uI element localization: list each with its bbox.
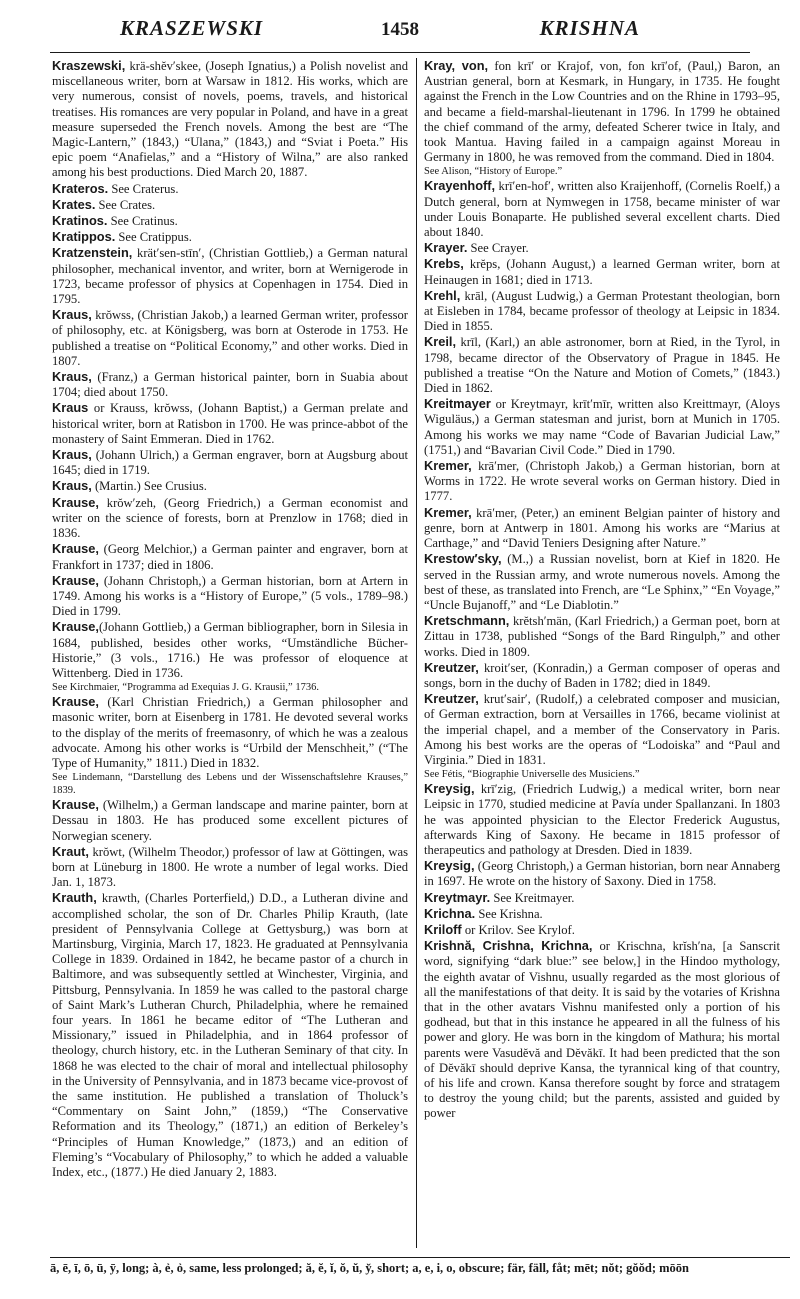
entry-text: or Kreytmayr, krīt′mīr, written also Kreittmayr, (Aloys Wiguläus,) a German statesman and jurist, born at Munich in 1705. Among his works we may name “Code of Bavarian Judicial Law,” (1751,) and “Bavarian Civil Code.” Died in 1790. bbox=[424, 397, 780, 457]
reference-note: See Fétis, “Biographie Universelle des Musiciens.” bbox=[424, 769, 640, 781]
dictionary-entry bbox=[424, 288, 780, 335]
entry-text: krŏw′zeh, (Georg Friedrich,) a German economist and writer on the science of forests, born at Prenzlow in 1768; died in 1836. bbox=[52, 495, 408, 541]
entry-text: (Karl Christian Friedrich,) a German philosopher and masonic writer, born at Eisenberg in 1781. He devoted several works to the display of the merits of freemasonry, of which he was a zealous advocate. Among his other works is “Urbild der Menschheit,” (“The Type of Humanity,” 1811.) Died in 1832. bbox=[52, 695, 408, 770]
entry-headword: Kreutzer, bbox=[424, 691, 479, 707]
entry-text: krīl, (Karl,) an able astronomer, born at Ried, in the Tyrol, in 1798, became director of the Observatory of Prague in 1845. He published a treatise “On the Nature and Motion of Comets,” (1843.) Died in 1862. bbox=[424, 335, 780, 396]
entry-text: See Kreitmayer. bbox=[490, 890, 575, 905]
entry-text: krŏwt, (Wilhelm Theodor,) professor of law at Göttingen, was born at Lüneburg in 1800. He wrote a number of legal works. Died Jan. 1, 1873. bbox=[52, 844, 408, 890]
entry-text: See Crates. bbox=[95, 197, 156, 212]
dictionary-entry bbox=[424, 660, 780, 691]
entry-text: krāl, (August Ludwig,) a German Protestant theologian, born at Eisleben in 1784, became professor of theology at Leipsic in 1834. Died in 1855. bbox=[424, 288, 780, 334]
dictionary-entry bbox=[424, 613, 780, 660]
entry-headword: Krichna. bbox=[424, 905, 476, 921]
dictionary-entry bbox=[424, 691, 780, 768]
dictionary-entry bbox=[424, 505, 780, 552]
entry-headword: Kretschmann, bbox=[424, 613, 510, 629]
entry-headword: Krayenhoff, bbox=[424, 178, 496, 194]
entry-text: (Johann Ulrich,) a German engraver, born at Augsburg about 1645; died in 1719. bbox=[52, 448, 408, 478]
entry-headword: Kremer, bbox=[424, 458, 472, 474]
entry-headword: Krebs, bbox=[424, 256, 464, 272]
entry-headword: Krause, bbox=[52, 619, 99, 635]
entry-headword: Kreysig, bbox=[424, 858, 475, 874]
dictionary-entry bbox=[424, 858, 780, 889]
dictionary-entry bbox=[424, 890, 780, 906]
entry-headword: Kraus, bbox=[52, 478, 92, 494]
entry-headword: Kreutzer, bbox=[424, 659, 479, 675]
entry-text: See Cratippus. bbox=[115, 230, 192, 245]
page-header bbox=[50, 10, 750, 53]
entry-text: See Crayer. bbox=[467, 241, 529, 256]
entry-headword: Krause, bbox=[52, 797, 99, 813]
entry-text: (Johann Christoph,) a German historian, born at Artern in 1749. Among his works is a “History of Europe,” (5 vols., 1789–98.) Died in 1799. bbox=[52, 573, 408, 619]
running-head-left: KRASZEWSKI bbox=[120, 16, 264, 40]
entry-headword: Kraus, bbox=[52, 307, 92, 323]
dictionary-entry bbox=[52, 400, 408, 447]
dictionary-entry bbox=[52, 797, 408, 844]
entry-text: krät′sen-stīn′, (Christian Gottlieb,) a German natural philosopher, mechanical inventor, and writer, born at Wernigerode in 1723, became professor of physics at Copenhagen in 1754. Died in 1795. bbox=[52, 246, 408, 307]
dictionary-entry bbox=[52, 197, 408, 213]
entry-headword: Kreil, bbox=[424, 334, 457, 350]
dictionary-entry bbox=[52, 541, 408, 572]
entry-headword: Krishnă, Crishna, Krichna, bbox=[424, 938, 593, 954]
dictionary-entry bbox=[52, 181, 408, 197]
dictionary-entry bbox=[52, 478, 408, 494]
entry-headword: Kratzenstein, bbox=[52, 245, 133, 261]
entry-headword: Kreitmayer bbox=[424, 396, 491, 412]
entry-text: (Georg Christoph,) a German historian, born near Annaberg in 1697. He wrote on the history of Saxony. Died in 1758. bbox=[424, 859, 780, 889]
entry-headword: Kraut, bbox=[52, 843, 89, 859]
dictionary-entry bbox=[52, 245, 408, 307]
entry-text: krŏwss, (Christian Jakob,) a learned German writer, professor of philosophy, etc. at Königsberg, was born at Osterode in 1753. He published a treatise on “Political Economy,” and other works. Died in 1807. bbox=[52, 308, 408, 368]
entry-headword: Krestow′sky, bbox=[424, 551, 502, 567]
reference-note: See Kirchmaier, “Programma ad Exequias J. G. Krausii,” 1736. bbox=[52, 682, 319, 694]
entry-headword: Kreysig, bbox=[424, 781, 475, 797]
dictionary-entry bbox=[52, 307, 408, 369]
entry-text: krĕtsh′män, (Karl Friedrich,) a German poet, born at Zittau in 1738, published “Songs of the Bard Ringulph,” and other works. Died in 1809. bbox=[424, 614, 780, 659]
entry-headword: Kriloff bbox=[424, 921, 462, 937]
entry-text: (Wilhelm,) a German landscape and marine painter, born at Dessau in 1803. He has produced some excellent pictures of Norwegian scenery. bbox=[52, 798, 408, 843]
entry-text: krut′sair′, (Rudolf,) a celebrated composer and musician, of German extraction, born at Versailles in 1766, became violinist at the imperial chapel, and a member of the Conservatory in Paris. Among his best works are the operas of “Lodoiska” and “Paul and Virginia.” Died in 1831. bbox=[424, 692, 780, 767]
dictionary-entry bbox=[52, 213, 408, 229]
entry-headword: Kray, von, bbox=[424, 58, 489, 73]
entry-headword: Kraus, bbox=[52, 369, 92, 385]
entry-headword: Krause, bbox=[52, 494, 99, 510]
dictionary-entry bbox=[424, 906, 780, 922]
dictionary-columns bbox=[52, 58, 790, 1253]
reference-note: See Alison, “History of Europe.” bbox=[424, 166, 563, 178]
entry-headword: Krehl, bbox=[424, 287, 461, 303]
entry-headword: Krauth, bbox=[52, 890, 97, 906]
dictionary-entry bbox=[52, 229, 408, 245]
entry-text: krī′en-hof′, written also Kraijenhoff, (Cornelis Roelf,) a Dutch general, born at Nymwegen in 1758, became minister of war under Louis Bonaparte. He published several excellent charts. Died about 1840. bbox=[424, 179, 780, 240]
entry-headword: Krause, bbox=[52, 694, 99, 710]
dictionary-entry bbox=[424, 240, 780, 256]
entry-headword: Kreytmayr. bbox=[424, 889, 491, 905]
entry-text: (Georg Melchior,) a German painter and engraver, born at Frankfort in 1737; died in 1806. bbox=[52, 542, 408, 572]
right-column bbox=[424, 58, 780, 1253]
entry-headword: Kraus, bbox=[52, 447, 92, 463]
entry-text: or Krauss, krŏwss, (Johann Baptist,) a German prelate and historical writer, born at Ratisbon in 1700. He was prince-abbot of the monastery of Saint Emmeran. Died in 1762. bbox=[52, 401, 408, 446]
entry-text: krā′mer, (Peter,) an eminent Belgian painter of history and genre, born at Antwerp in 1801. Among his works are “Marius at Carthage,” and “David Teniers Designing after Nature.” bbox=[424, 505, 780, 551]
entry-text: krī′zig, (Friedrich Ludwig,) a medical writer, born near Leipsic in 1770, studied medicine at Pavía under Spallanzani. In 1803 he was appointed physician to the Elector Frederick Augustus, afterwards King of Saxony. He became in 1815 professor of therapeutics and pathology at Dresden. Died in 1839. bbox=[424, 782, 780, 857]
entry-headword: Krayer. bbox=[424, 240, 468, 256]
dictionary-entry bbox=[424, 256, 780, 287]
entry-headword: Kratinos. bbox=[52, 213, 108, 229]
dictionary-entry bbox=[52, 694, 408, 771]
dictionary-entry bbox=[52, 890, 408, 1180]
entry-text: krä-shĕv′skee, (Joseph Ignatius,) a Polish novelist and miscellaneous writer, born at Warsaw in 1812. His works, which are very numerous, consist of novels, poems, travels, and historical treatises. His romances are very popular in Poland, and have in a great measure superseded the French novels. Among the best are “The Magic-Lantern,” (1843,) “Ulana,” (1843,) and “Sviat i Poeta.” His epic poem “Anafielas,” and a “History of Wilna,” are also ranked among his best productions. Died March 20, 1887. bbox=[52, 59, 408, 180]
entry-text: (Johann Gottlieb,) a German bibliographer, born in Silesia in 1684, published, besides other works, “Umständliche Bücher-Historie,” (3 vols., 1716.) He was professor of eloquence at Wittenberg. Died in 1736. bbox=[52, 620, 408, 680]
entry-text: (M.,) a Russian novelist, born at Kief in 1820. He served in the Russian army, and wrote numerous novels. Among the best of these, as translated into French, are “Le Sphinx,” “En Voyage,” “Uncle Bujanoff,” and “Le Diablotin.” bbox=[424, 552, 780, 612]
left-column bbox=[52, 58, 408, 1253]
column-divider bbox=[416, 58, 417, 1248]
entry-headword: Kraszewski, bbox=[52, 58, 126, 73]
dictionary-entry bbox=[424, 334, 780, 396]
entry-text: krā′mer, (Christoph Jakob,) a German historian, born at Worms in 1722. He wrote several works on German history. Died in 1777. bbox=[424, 459, 780, 504]
dictionary-entry bbox=[52, 495, 408, 542]
dictionary-entry bbox=[424, 781, 780, 858]
dictionary-entry bbox=[52, 844, 408, 891]
dictionary-entry bbox=[424, 551, 780, 613]
entry-text: krĕps, (Johann August,) a learned German writer, born at Heinaugen in 1681; died in 1713. bbox=[424, 257, 780, 287]
dictionary-entry bbox=[424, 922, 780, 938]
dictionary-entry bbox=[52, 58, 408, 181]
dictionary-entry bbox=[52, 573, 408, 620]
pronunciation-key: ā, ē, ī, ō, ū, ȳ, long; à, ẻ, ỏ, same, less prolonged; ă, ĕ, ĭ, ŏ, ŭ, y̆, short; a, e, i, o, obscure; fär, fäll, fåt; mēt; nŏt; gŏŏd; mōōn bbox=[50, 1257, 790, 1283]
entry-text: (Martin.) See Crusius. bbox=[91, 479, 207, 494]
entry-headword: Kremer, bbox=[424, 504, 472, 520]
entry-headword: Krause, bbox=[52, 541, 99, 557]
entry-headword: Krause, bbox=[52, 572, 99, 588]
dictionary-entry bbox=[52, 369, 408, 400]
dictionary-entry bbox=[424, 458, 780, 505]
entry-text: See Krishna. bbox=[475, 906, 543, 921]
entry-text: fon krī′ or Krajof, von, fon krī′of, (Paul,) Baron, an Austrian general, born at Kesmark, in Hungary, in 1735. He fought against the French in the Low Countries and on the Rhine in 1793–95, and became a field-marshal-lieutenant in 1796. In 1799 he obtained the chief command of the army, defeated Scherer twice in Italy, and took Mantua. Having failed in a campaign against Moreau in Germany in 1800, he was removed from the command. Died in 1804. bbox=[424, 59, 780, 165]
entry-headword: Kraus bbox=[52, 400, 89, 416]
entry-text: See Craterus. bbox=[108, 181, 179, 196]
dictionary-entry bbox=[52, 447, 408, 478]
entry-text: kroit′ser, (Konradin,) a German composer of operas and songs, born in the duchy of Baden in 1782; died in 1849. bbox=[424, 660, 780, 690]
dictionary-entry bbox=[424, 178, 780, 240]
entry-headword: Krates. bbox=[52, 196, 96, 212]
entry-text: or Krilov. See Krylof. bbox=[461, 922, 575, 937]
entry-text: (Franz,) a German historical painter, born in Suabia about 1704; died about 1750. bbox=[52, 370, 408, 400]
running-head-right: KRISHNA bbox=[539, 16, 640, 40]
page-number: 1458 bbox=[381, 19, 419, 40]
dictionary-entry bbox=[424, 938, 780, 1121]
entry-headword: Kratippos. bbox=[52, 229, 116, 245]
dictionary-entry bbox=[52, 619, 408, 681]
entry-text: krawth, (Charles Porterfield,) D.D., a Lutheran divine and accomplished scholar, the son of Dr. Charles Philip Krauth, (late president of Pennsylvania College at Gettysburg,) was born at Martinsburg, Virginia, March 17, 1823. He graduated at Pennsylvania College in 1839. Ordained in 1842, he became pastor of a church in Baltimore, and was subsequently settled at Winchester, Virginia, and Pittsburg, Pennsylvania. In 1859 he was called to the pastoral charge of Saint Mark’s Lutheran Church, Philadelphia, where he remained four years. In 1861 he became editor of “The Lutheran and Missionary,” issued in Philadelphia, and in 1864 professor of theology, church history, etc. in the Lutheran Seminary of that city. In 1868 he was elected to the chair of moral and intellectual philosophy in the University of Pennsylvania, and in 1873 became vice-provost of the same institution. He published a translation of Tholuck’s “Commentary on Saint John,” (1859,) “The Conservative Reformation and its Theology,” (1871,) an edition of Berkeley’s “Principles of Human Knowledge,” (1873,) and an edition of Fleming’s “Vocabulary of Philosophy,” to which he added a valuable Index, etc., (1877.) He died January 2, 1883. bbox=[52, 891, 408, 1180]
entry-text: or Krischna, krĭsh′na, [a Sanscrit word, signifying “dark blue:” see below,] in the Hindoo mythology, the eighth avatar of Vishnu, usually regarded as the most glorious of all the manifestations of that deity. It is said by the votaries of Krishna that in the other avatars Vishnu manifested only a portion of his godhead, but that in this instance he appeared in all the fulness of his power and glory. He was born in the kingdom of Mathura; his mortal parents were Vasudĕvă and Dĕvăkī. It had been predicted that the son of Dĕvăkī should deprive Kansa, the tyrannical king of that country, of his life and crown. Kansa therefore sought by force and stratagem to destroy the young child; but the parents, assisted and guided by power bbox=[424, 939, 780, 1121]
entry-headword: Krateros. bbox=[52, 180, 109, 196]
dictionary-entry bbox=[424, 396, 780, 458]
entry-text: See Cratinus. bbox=[107, 214, 178, 229]
reference-note: See Lindemann, “Darstellung des Lebens und der Wissenschaftslehre Krauses,” 1839. bbox=[52, 772, 408, 797]
dictionary-entry bbox=[424, 58, 780, 165]
